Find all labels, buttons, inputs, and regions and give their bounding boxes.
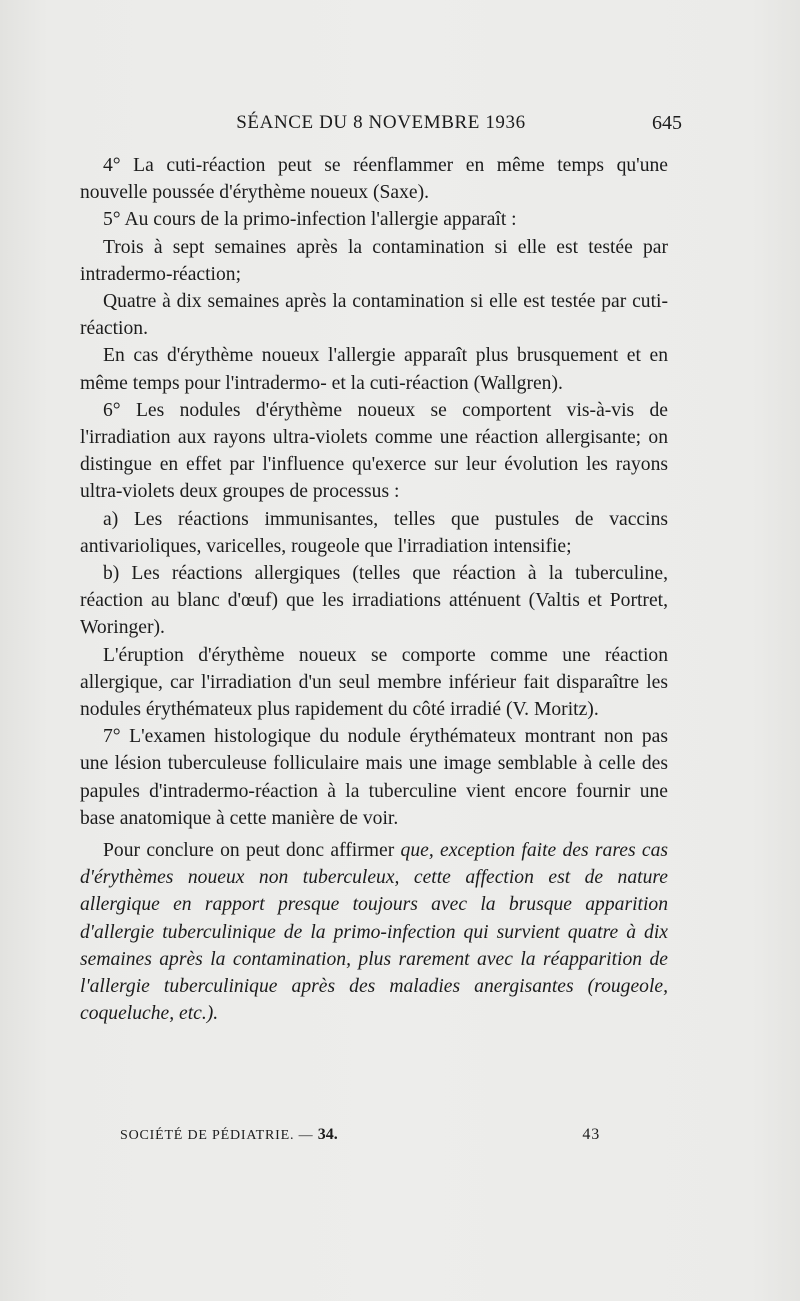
- body-text: [80, 152, 668, 1028]
- paragraph-7: 7° L'examen histologique du nodule érythémateux montrant non pas une lésion tuberculeuse folliculaire mais une image semblable à celle des papules d'intradermo-réaction à la tuberculine vient encore fournir une base anatomique à cette manière de voir.: [80, 726, 668, 829]
- conclusion-intro: Pour conclure on peut donc affirmer: [103, 840, 395, 862]
- paragraph-5: 5° Au cours de la primo-infection l'allergie apparaît :: [103, 209, 517, 231]
- paragraph-6: 6° Les nodules d'érythème noueux se comportent vis-à-vis de l'irradiation aux rayons ultra-violets comme une réaction allergisante; on distingue en effet par l'influence qu'exerce sur leur évolution les rayons ultra-violets deux groupes de processus :: [80, 399, 668, 503]
- paragraph-5-cuti: Quatre à dix semaines après la contamination si elle est testée par cuti-réaction.: [80, 291, 668, 340]
- paragraph-5-erythema: En cas d'érythème noueux l'allergie apparaît plus brusquement et en même temps pour l'intradermo- et la cuti-réaction (Wallgren).: [80, 345, 668, 394]
- footer-signature: [120, 1126, 338, 1144]
- footer-society: SOCIÉTÉ DE PÉDIATRIE. —: [120, 1128, 314, 1143]
- paragraph-6a: a) Les réactions immunisantes, telles que pustules de vaccins antivarioliques, varicelles, rougeole que l'irradiation intensifie;: [80, 508, 668, 557]
- running-head-title: SÉANCE DU 8 NOVEMBRE 1936: [236, 112, 526, 133]
- paragraph-conclusion: [80, 837, 668, 1027]
- sheet-number: 43: [582, 1126, 600, 1143]
- paragraph-eruption: L'éruption d'érythème noueux se comporte comme une réaction allergique, car l'irradiation d'un seul membre inférieur fait disparaître les nodules érythémateux plus rapidement du côté irradié (V. Moritz).: [80, 644, 668, 721]
- page-footer: [120, 1126, 620, 1148]
- running-head: [80, 112, 682, 140]
- footer-volume: 34.: [317, 1126, 338, 1143]
- conclusion-italic: que, exception faite des rares cas d'érythèmes noueux non tuberculeux, cette affection est de nature allergique en rapport presque toujours avec la brusque apparition d'allergie tuberculinique de la primo-infection qui survient quatre à dix semaines après la contamination, plus rarement avec la réapparition de l'allergie tuberculinique après des maladies anergisantes (rougeole, coqueluche, etc.).: [80, 840, 668, 1025]
- paragraph-6b: b) Les réactions allergiques (telles que réaction à la tuberculine, réaction au blanc d'œuf) que les irradiations atténuent (Valtis et Portret, Woringer).: [80, 563, 668, 639]
- page-number: 645: [652, 112, 682, 134]
- paragraph-4: 4° La cuti-réaction peut se réenflammer en même temps qu'une nouvelle poussée d'érythème noueux (Saxe).: [80, 155, 668, 204]
- paragraph-5-intradermo: Trois à sept semaines après la contamination si elle est testée par intradermo-réaction;: [80, 236, 668, 285]
